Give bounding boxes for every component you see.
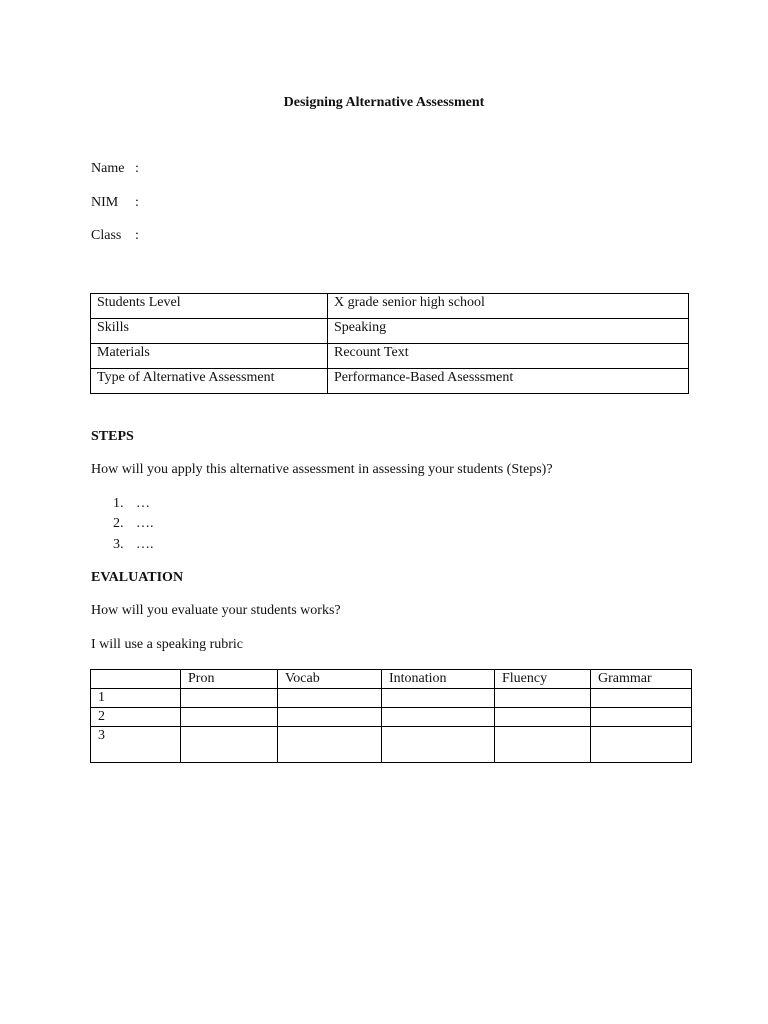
rubric-header-cell: Pron — [181, 670, 278, 689]
assessment-info-table — [90, 293, 689, 394]
rubric-cell — [278, 689, 382, 708]
list-item — [113, 495, 150, 513]
rubric-cell — [181, 689, 278, 708]
rubric-cell — [382, 689, 495, 708]
rubric-cell — [278, 727, 382, 763]
rubric-cell — [495, 689, 591, 708]
class-label: Class — [91, 228, 122, 243]
list-item-text: … — [136, 496, 150, 511]
steps-heading: STEPS — [91, 429, 134, 444]
rubric-row-label: 2 — [91, 708, 181, 727]
document-title: Designing Alternative Assessment — [283, 95, 485, 110]
rubric-cell — [591, 708, 692, 727]
rubric-cell — [382, 727, 495, 763]
evaluation-question: How will you evaluate your students works? — [91, 603, 341, 618]
list-item-number: 3. — [113, 537, 124, 552]
info-cell-label: Students Level — [91, 294, 328, 319]
list-item — [113, 536, 154, 554]
table-row — [91, 319, 689, 344]
table-row — [91, 294, 689, 319]
rubric-cell — [181, 708, 278, 727]
table-row — [91, 344, 689, 369]
rubric-cell — [278, 708, 382, 727]
name-label: Name — [91, 161, 125, 176]
class-colon: : — [135, 228, 139, 243]
table-row — [91, 708, 692, 727]
info-cell-label: Type of Alternative Assessment — [91, 369, 328, 394]
nim-label: NIM — [91, 195, 119, 210]
list-item-text: …. — [136, 537, 154, 552]
list-item — [113, 515, 154, 533]
info-cell-label: Skills — [91, 319, 328, 344]
table-row — [91, 689, 692, 708]
table-row — [91, 727, 692, 763]
evaluation-answer: I will use a speaking rubric — [91, 637, 244, 652]
rubric-cell — [382, 708, 495, 727]
info-cell-label: Materials — [91, 344, 328, 369]
list-item-text: …. — [136, 516, 154, 531]
table-row — [91, 369, 689, 394]
info-cell-value: X grade senior high school — [328, 294, 689, 319]
rubric-cell — [181, 727, 278, 763]
rubric-header-cell: Vocab — [278, 670, 382, 689]
rubric-cell — [495, 727, 591, 763]
table-header-row — [91, 670, 692, 689]
evaluation-heading: EVALUATION — [91, 570, 184, 585]
rubric-cell — [495, 708, 591, 727]
rubric-cell — [591, 689, 692, 708]
rubric-row-label: 1 — [91, 689, 181, 708]
rubric-header-cell: Grammar — [591, 670, 692, 689]
speaking-rubric-table — [90, 669, 692, 763]
name-colon: : — [135, 161, 139, 176]
rubric-header-cell — [91, 670, 181, 689]
info-cell-value: Recount Text — [328, 344, 689, 369]
rubric-cell — [591, 727, 692, 763]
info-cell-value: Performance-Based Asesssment — [328, 369, 689, 394]
nim-colon: : — [135, 195, 139, 210]
rubric-header-cell: Intonation — [382, 670, 495, 689]
rubric-header-cell: Fluency — [495, 670, 591, 689]
info-cell-value: Speaking — [328, 319, 689, 344]
list-item-number: 1. — [113, 496, 124, 511]
steps-question: How will you apply this alternative assessment in assessing your students (Steps)? — [91, 462, 553, 477]
list-item-number: 2. — [113, 516, 124, 531]
rubric-row-label: 3 — [91, 727, 181, 763]
